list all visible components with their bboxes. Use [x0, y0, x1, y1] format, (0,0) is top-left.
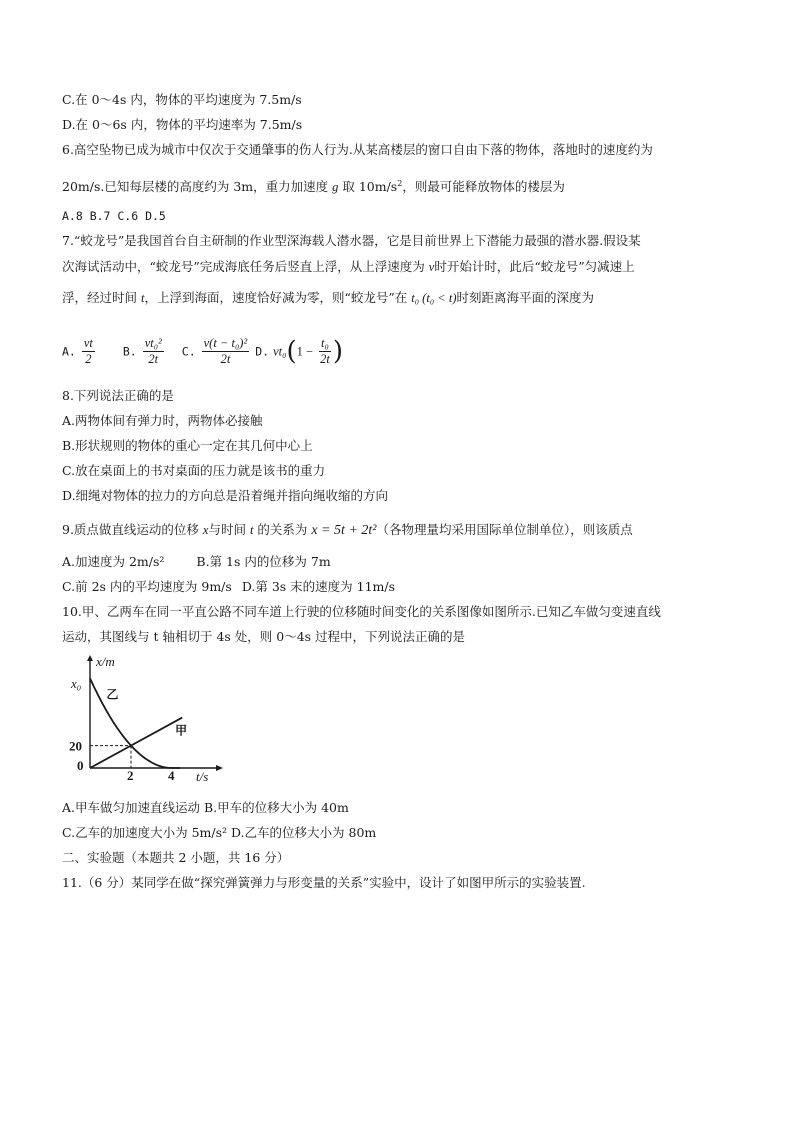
- q9-options-cd: C.前 2s 内的平均速度为 9m/s D.第 3s 末的速度为 11m/s: [62, 579, 396, 594]
- series-yi-label: 乙: [106, 687, 119, 702]
- q8-option-a: A.两物体间有弹力时，两物体必接触: [62, 413, 263, 428]
- series-jia-label: 甲: [175, 723, 188, 738]
- x-axis-label: t/s: [196, 769, 209, 784]
- q9-stem: 9.质点做直线运动的位移 x与时间 t 的关系为 x = 5t + 2t²（各物理量均采用国际单位制单位），则该质点: [62, 522, 633, 538]
- series-yi-curve: [90, 678, 180, 768]
- q6-line-2: 20m/s.已知每层楼的高度约为 3m，重力加速度 g 取 $10m/s^2$，则最可能释放物体的楼层为: [62, 179, 565, 195]
- q8-stem: 8.下列说法正确的是: [62, 388, 174, 403]
- q8-option-b: B.形状规则的物体的重心一定在其几何中心上: [62, 438, 313, 453]
- x0-label: x₀: [71, 676, 82, 691]
- q10-options-ab: A.甲车做匀加速直线运动 B.甲车的位移大小为 40m: [62, 800, 349, 815]
- q7-option-c-frac: $\frac{\text{v(t − t₀)²}}{2t}$: [203, 336, 248, 366]
- q9-options-ab: A.加速度为 2m/s² B.第 1s 内的位移为 7m: [62, 554, 331, 569]
- q11-stem: 11.（6 分）某同学在做“探究弹簧弹力与形变量的关系”实验中，设计了如图甲所示的实验装置.: [62, 875, 586, 890]
- x-t-graph: [68, 655, 228, 785]
- y-axis-label: x/m: [96, 655, 115, 669]
- x-tick-4: 4: [168, 768, 175, 783]
- q5-option-d: D.在 0～6s 内，物体的平均速率为 7.5m/s: [62, 117, 303, 132]
- q8-option-c: C.放在桌面上的书对桌面的压力就是该书的重力: [62, 463, 326, 478]
- q7-option-b-frac: $\frac{\text{vt₀²}}{2t}$: [144, 336, 162, 366]
- q7-line-3: 浮，经过时间 t，上浮到海面，速度恰好减为零，则“蛟龙号”在 t₀ (t₀ < t)时刻距离海平面的深度为: [62, 290, 594, 305]
- series-jia-line: [90, 718, 182, 768]
- q7-line-2: 次海试活动中，“蛟龙号”完成海底任务后竖直上浮，从上浮速度为 v时开始计时，此后“蛟龙号”匀减速上: [62, 259, 635, 274]
- q7-options: A. $\frac{vt}{2}$ B. $\frac{\text{vt₀²}}{2t}$ C. $\frac{\text{v(t − t₀)²}}{2t}$ D. vt₀(1 − $\frac{\text{t₀}}{2t}$ ): [62, 336, 343, 367]
- q6-options: A.8 B.7 C.6 D.5: [62, 209, 166, 223]
- q8-option-d: D.细绳对物体的拉力的方向总是沿着绳并指向绳收缩的方向: [62, 488, 389, 503]
- x-tick-2: 2: [127, 768, 134, 783]
- q10-line-2: 运动，其图线与 t 轴相切于 4s 处，则 0～4s 过程中，下列说法正确的是: [62, 629, 466, 644]
- q10-options-cd: C.乙车的加速度大小为 5m/s² D.乙车的位移大小为 80m: [62, 825, 377, 840]
- q5-option-c: C.在 0～4s 内，物体的平均速度为 7.5m/s: [62, 92, 302, 107]
- x-axis-arrow: [216, 765, 223, 771]
- y-tick-20: 20: [69, 738, 82, 754]
- origin-label: 0: [77, 758, 84, 773]
- section-title: 二、实验题（本题共 2 小题，共 16 分）: [62, 850, 290, 865]
- y-axis-arrow: [87, 655, 93, 661]
- q10-line-1: 10.甲、乙两车在同一平直公路不同车道上行驶的位移随时间变化的关系图像如图所示.已知乙车做匀变速直线: [62, 604, 661, 619]
- q6-line-1: 6.高空坠物已成为城市中仅次于交通肇事的伤人行为.从某高楼层的窗口自由下落的物体，落地时的速度约为: [62, 142, 653, 157]
- q7-option-a-frac: $\frac{vt}{2}$: [83, 336, 93, 366]
- q7-line-1: 7.“蛟龙号”是我国首台自主研制的作业型深海载人潜水器，它是目前世界上下潜能力最强的潜水器.假设某: [62, 233, 641, 248]
- q7-option-d-frac: $\frac{\text{t₀}}{2t}$: [320, 336, 330, 366]
